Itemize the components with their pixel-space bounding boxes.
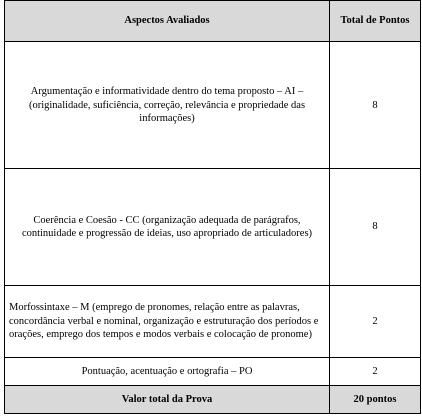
row-points-m: 2 [330, 285, 421, 357]
total-label: Valor total da Prova [5, 385, 330, 413]
row-points-ai: 8 [330, 42, 421, 169]
row-aspect-ai: Argumentação e informatividade dentro do tema proposto – AI – (originalidade, suficiência, correção, relevância e propriedade das informações) [5, 42, 330, 169]
table-header-row [5, 1, 421, 42]
table-footer-row [5, 385, 421, 413]
row-aspect-m: Morfossintaxe – M (emprego de pronomes, relação entre as palavras, concordância verbal e nominal, organização e estruturação dos períodos e orações, emprego dos tempos e modos verbais e colocação de pronome) [5, 285, 330, 357]
header-aspects: Aspectos Avaliados [5, 1, 330, 42]
row-points-po: 2 [330, 357, 421, 385]
table-row [5, 169, 421, 285]
table-row [5, 285, 421, 357]
header-total-points: Total de Pontos [330, 1, 421, 42]
total-value: 20 pontos [330, 385, 421, 413]
row-aspect-po: Pontuação, acentuação e ortografia – PO [5, 357, 330, 385]
row-aspect-cc: Coerência e Coesão - CC (organização adequada de parágrafos, continuidade e progressão de ideias, uso apropriado de articuladores) [5, 169, 330, 285]
grading-criteria-table [4, 0, 421, 414]
table-row [5, 357, 421, 385]
row-points-cc: 8 [330, 169, 421, 285]
table-row [5, 42, 421, 169]
